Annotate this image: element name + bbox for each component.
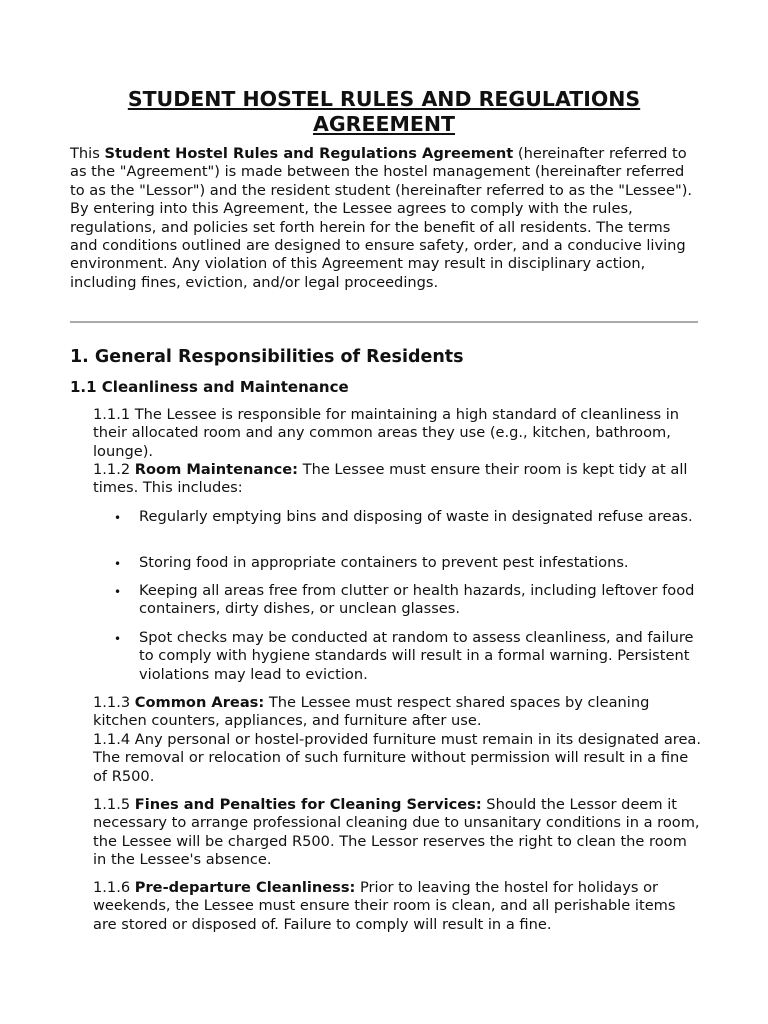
intro-agreement-name: Student Hostel Rules and Regulations Agreement	[104, 145, 514, 162]
clause-body: Prior to leaving the hostel for holidays or weekends, the Lessee must ensure their room is clean, and all perishable items are stored or disposed of. Failure to comply will result in a fine.	[93, 879, 676, 933]
clause-1-1-1: 1.1.1 The Lessee is responsible for maintaining a high standard of cleanliness in their allocated room and any common areas they use (e.g., kitchen, bathroom, lounge).	[93, 406, 679, 460]
clause-1-1-6	[93, 879, 703, 934]
clause-title: Pre-departure Cleanliness:	[134, 879, 356, 896]
bullet-item: Spot checks may be conducted at random to assess cleanliness, and failure to comply with hygiene standards will result in a formal warning. Persistent violations may lead to eviction.	[139, 629, 694, 683]
clause-body: The Lessee must respect shared spaces by cleaning kitchen counters, appliances, and furniture after use.	[93, 694, 650, 730]
clause-1-1-2	[93, 461, 703, 498]
clause-number: 1.1.3	[93, 694, 135, 711]
clause-body: Should the Lessor deem it necessary to arrange professional cleaning due to unsanitary conditions in a room, the Lessee will be charged R500. The Lessor reserves the right to clean the room in the Lessee's absence.	[93, 796, 700, 869]
clause-number: 1.1.5	[93, 796, 135, 813]
intro-prefix: This	[70, 145, 105, 162]
horizontal-divider	[70, 321, 698, 323]
clause-title: Fines and Penalties for Cleaning Services:	[134, 796, 482, 813]
bullet-item: Storing food in appropriate containers to prevent pest infestations.	[139, 554, 629, 571]
document-title: STUDENT HOSTEL RULES AND REGULATIONS AGREEMENT	[127, 87, 641, 136]
bullet-item: Keeping all areas free from clutter or health hazards, including leftover food containers, dirty dishes, or unclean glasses.	[139, 582, 695, 618]
clause-body: The Lessee must ensure their room is kept tidy at all times. This includes:	[93, 461, 688, 497]
clause-number: 1.1.2	[93, 461, 135, 478]
bullet-icon: •	[114, 511, 122, 525]
bullet-icon: •	[114, 632, 122, 646]
clause-1-1-5	[93, 796, 703, 870]
bullet-icon: •	[114, 557, 122, 571]
bullet-item: Regularly emptying bins and disposing of waste in designated refuse areas.	[139, 508, 693, 525]
clause-title: Room Maintenance:	[134, 461, 299, 478]
intro-paragraph	[70, 145, 702, 292]
bullet-icon: •	[114, 585, 122, 599]
clause-number: 1.1.6	[93, 879, 135, 896]
section-heading: 1. General Responsibilities of Residents	[70, 347, 464, 367]
clause-1-1-3	[93, 694, 703, 731]
subsection-heading: 1.1 Cleanliness and Maintenance	[70, 378, 349, 396]
clause-title: Common Areas:	[134, 694, 265, 711]
intro-body: (hereinafter referred to as the "Agreement") is made between the hostel management (hereinafter referred to as the "Lessor") and the resident student (hereinafter referred to as the "Lessee"). By entering into this Agreement, the Lessee agrees to comply with the rules, regulations, and policies set forth herein for the benefit of all residents. The terms and conditions outlined are designed to ensure safety, order, and a conducive living environment. Any violation of this Agreement may result in disciplinary action, including fines, eviction, and/or legal proceedings.	[70, 145, 693, 291]
clause-1-1-4: 1.1.4 Any personal or hostel-provided furniture must remain in its designated area. The removal or relocation of such furniture without permission will result in a fine of R500.	[93, 731, 702, 785]
